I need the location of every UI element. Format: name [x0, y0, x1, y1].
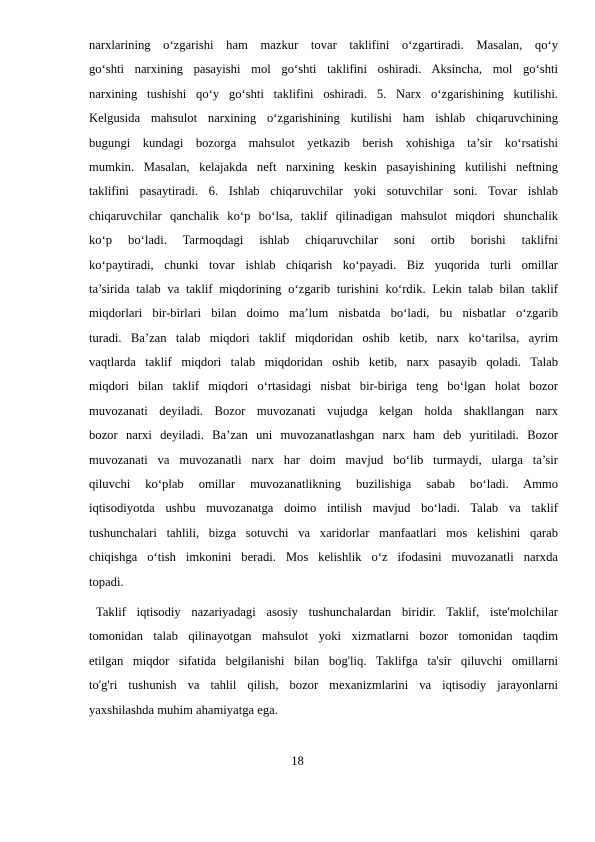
text-line: iqtisodiyotda ushbu muvozanatga doimo intilish mavjud bo‘ladi. Talab va taklif — [89, 501, 558, 516]
text-line: ta’sirida talab va taklif miqdorining o‘zgarib turishini ko‘rdik. Lekin talab bilan taklif — [89, 281, 558, 296]
text-line: bozor narxi deyiladi. Ba’zan uni muvozanatlashgan narx ham deb yuritiladi. Bozor — [89, 428, 558, 443]
text-line: tomonidan talab qilinayotgan mahsulot yoki xizmatlarni bozor tomonidan taqdim — [89, 629, 558, 644]
text-line: Kelgusida mahsulot narxining o‘zgarishining kutilishi ham ishlab chiqaruvchining — [89, 111, 558, 126]
paragraph-1 — [89, 33, 558, 594]
text-line: bugungi kundagi bozorga mahsulot yetkazib berish xohishiga ta’sir ko‘rsatishi — [89, 135, 558, 150]
body-text — [89, 33, 558, 722]
text-line: go‘shti narxining pasayishi mol go‘shti taklifini oshiradi. Aksincha, mol go‘shti — [89, 62, 558, 77]
text-line: etilgan miqdor sifatida belgilanishi bilan bog'liq. Taklifga ta'sir qiluvchi omillarni — [89, 653, 558, 668]
text-line: muvozanati deyiladi. Bozor muvozanati vujudga kelgan holda shakllangan narx — [89, 403, 558, 418]
text-line: miqdori bilan taklif miqdori o‘rtasidagi nisbat bir-biriga teng bo‘lgan holat bozor — [89, 379, 558, 394]
text-line: qiluvchi ko‘plab omillar muvozanatlikning buzilishiga sabab bo‘ladi. Ammo — [89, 477, 558, 492]
text-line: chiqaruvchilar qanchalik ko‘p bo‘lsa, taklif qilinadigan mahsulot miqdori shunchalik — [89, 208, 558, 223]
text-line: ko‘paytiradi, chunki tovar ishlab chiqarish ko‘payadi. Biz yuqorida turli omillar — [89, 257, 558, 272]
text-line: narxlarining o‘zgarishi ham mazkur tovar taklifini o‘zgartiradi. Masalan, qo‘y — [89, 38, 558, 52]
text-line: Taklif iqtisodiy nazariyadagi asosiy tushunchalardan biridir. Taklif, iste'molchilar — [96, 604, 558, 619]
page-number: 18 — [291, 754, 304, 768]
text-line: taklifini pasaytiradi. 6. Ishlab chiqaruvchilar yoki sotuvchilar soni. Tovar ishlab — [89, 184, 558, 199]
text-line: to'g'ri tushunish va tahlil qilish, bozor mexanizmlarini va iqtisodiy jarayonlarni — [89, 678, 558, 693]
text-line: vaqtlarda taklif miqdori talab miqdoridan oshib ketib, narx pasayib qoladi. Talab — [89, 355, 558, 370]
text-line: narxining tushishi qo‘y go‘shti taklifini oshiradi. 5. Narx o‘zgarishining kutilishi. — [89, 86, 558, 101]
text-line: mumkin. Masalan, kelajakda neft narxining keskin pasayishining kutilishi neftning — [89, 159, 558, 174]
text-line: muvozanati va muvozanatli narx har doim mavjud bo‘lib turmaydi, ularga ta’sir — [89, 452, 558, 467]
text-line: turadi. Ba’zan talab miqdori taklif miqdoridan oshib ketib, narx ko‘tarilsa, ayrim — [89, 330, 558, 345]
text-line: yaxshilashda muhim ahamiyatga ega. — [89, 702, 278, 717]
text-line: miqdorlari bir-birlari bilan doimo ma’lum nisbatda bo‘ladi, bu nisbatlar o‘zgarib — [89, 306, 558, 321]
text-line: ko‘p bo‘ladi. Tarmoqdagi ishlab chiqaruvchilar soni ortib borishi taklifni — [89, 233, 558, 248]
text-line: tushunchalari tahlili, bizga sotuvchi va xaridorlar manfaatlari mos kelishini qarab — [89, 525, 558, 540]
paragraph-2 — [89, 600, 558, 722]
text-line: topadi. — [89, 574, 124, 589]
text-line: chiqishga o‘tish imkonini beradi. Mos kelishlik o‘z ifodasini muvozanatli narxda — [89, 550, 558, 565]
